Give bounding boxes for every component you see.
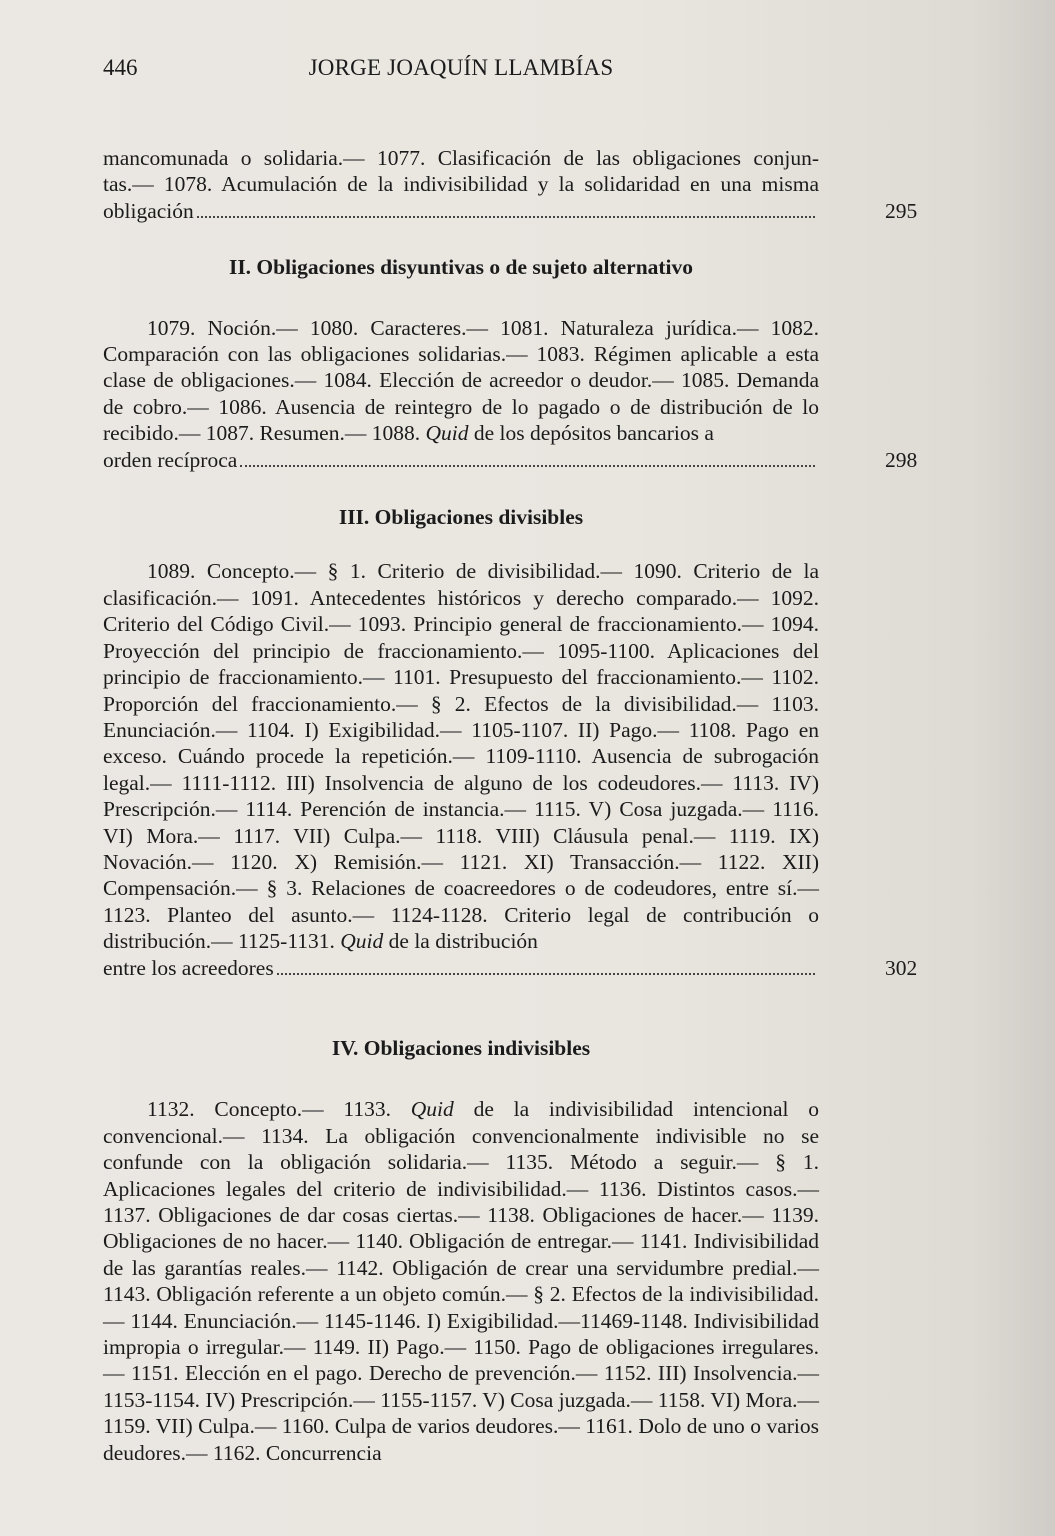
- paragraph-text: 1079. Noción.— 1080. Caracteres.— 1081. Naturaleza jurídica.— 1082. Comparación con las obligaciones solidarias.— 1083. Régimen aplicable a esta clase de obligaciones.— 1084. Elección de acreedor o deudor.— 1085. Demanda de cobro.— 1086. Ausencia de reintegro de lo pagado o de distribución de lo recibido.— 1087. Resumen.— 1088.: [103, 315, 819, 446]
- paragraph-italic: Quid: [410, 1097, 454, 1122]
- paragraph-text: de los depósitos bancarios a: [468, 421, 714, 446]
- toc-line: mancomunada o solidaria.— 1077. Clasificación de las obligaciones conjun-: [103, 146, 819, 170]
- section-heading-4: IV. Obligaciones indivisibles: [331, 1035, 591, 1060]
- toc-last-line-text: entre los acreedores: [103, 955, 274, 980]
- toc-line: tas.— 1078. Acumulación de la indivisibilidad y la solidaridad en una misma: [103, 172, 819, 197]
- paragraph-italic: Quid: [340, 929, 384, 954]
- paragraph-text: 1132. Concepto.— 1133.: [147, 1097, 411, 1122]
- toc-paragraph: [103, 315, 819, 447]
- paragraph-text: de la distribución: [383, 929, 538, 954]
- running-head: [103, 55, 819, 89]
- toc-last-line: [103, 447, 918, 473]
- page-number: 446: [103, 55, 138, 80]
- toc-paragraph: [103, 558, 819, 954]
- toc-last-line: [103, 198, 918, 224]
- toc-page-ref: 295: [885, 198, 918, 223]
- toc-entry-section-4: [103, 1096, 819, 1466]
- toc-paragraph: [103, 1096, 819, 1466]
- paragraph-text: de la indivisibilidad intencional o convencional.— 1134. La obligación convencionalmente indivisible no se confunde con la obligación solidaria.— 1135. Método a seguir.— § 1. Aplicaciones legales del criterio de indivisibilidad.— 1136. Distintos casos.— 1137. Obligaciones de dar cosas ciertas.— 1138. Obligaciones de hacer.— 1139. Obligaciones de no hacer.— 1140. Obligación de entregar.— 1141. Indivisibilidad de las garantías reales.— 1142. Obligación de crear una servidumbre predial.— 1143. Obligación referente a un objeto común.— § 2. Efectos de la indivisibilidad.— 1144. Enunciación.— 1145-1146. I) Exigibilidad.—11469-1148. Indivisibilidad impropia o irregular.— 1149. II) Pago.— 1150. Pago de obligaciones irregulares.— 1151. Elección en el pago. Derecho de prevención.— 1152. III) Insolvencia.— 1153-1154. IV) Prescripción.— 1155-1157. V) Cosa juzgada.— 1158. VI) Mora.— 1159. VII) Culpa.— 1160. Culpa de varios deudores.— 1161. Dolo de uno o varios deudores.— 1162. Concurrencia: [103, 1097, 819, 1465]
- toc-page-ref: 302: [885, 955, 918, 980]
- dot-leader: [197, 215, 815, 218]
- table-of-contents: [103, 145, 918, 1466]
- toc-entry-intro: [103, 145, 918, 224]
- author-name: JORGE JOAQUÍN LLAMBÍAS: [308, 55, 614, 80]
- toc-last-line-text: obligación: [103, 198, 194, 223]
- toc-entry-section-2: [103, 315, 918, 473]
- toc-page-ref: 298: [885, 447, 918, 472]
- paragraph-italic: Quid: [425, 421, 469, 446]
- toc-last-line-text: orden recíproca: [103, 447, 238, 472]
- section-heading-2: II. Obligaciones disyuntivas o de sujeto alternativo: [228, 255, 694, 280]
- toc-last-line: [103, 955, 918, 981]
- section-heading-3: III. Obligaciones divisibles: [338, 505, 584, 530]
- dot-leader: [277, 972, 815, 975]
- paragraph-text: 1089. Concepto.— § 1. Criterio de divisibilidad.— 1090. Criterio de la clasificación.— 1091. Antecedentes históricos y derecho comparado.— 1092. Criterio del Código Civil.— 1093. Principio general de fraccionamiento.— 1094. Proyección del principio de fraccionamiento.— 1095-1100. Aplicaciones del principio de fraccionamiento.— 1101. Presupuesto del fraccionamiento.— 1102. Proporción del fraccionamiento.— § 2. Efectos de la divisibilidad.— 1103. Enunciación.— 1104. I) Exigibilidad.— 1105-1107. II) Pago.— 1108. Pago en exceso. Cuándo procede la repetición.— 1109-1110. Ausencia de subrogación legal.— 1111-1112. III) Insolvencia de alguno de los codeudores.— 1113. IV) Prescripción.— 1114. Perención de instancia.— 1115. V) Cosa juzgada.— 1116. VI) Mora.— 1117. VII) Culpa.— 1118. VIII) Cláusula penal.— 1119. IX) Novación.— 1120. X) Remisión.— 1121. XI) Transacción.— 1122. XII) Compensación.— § 3. Relaciones de coacreedores o de codeudores, entre sí.— 1123. Planteo del asunto.— 1124-1128. Criterio legal de contribución o distribución.— 1125-1131.: [103, 559, 819, 954]
- toc-entry-section-3: [103, 558, 918, 981]
- dot-leader: [240, 464, 815, 467]
